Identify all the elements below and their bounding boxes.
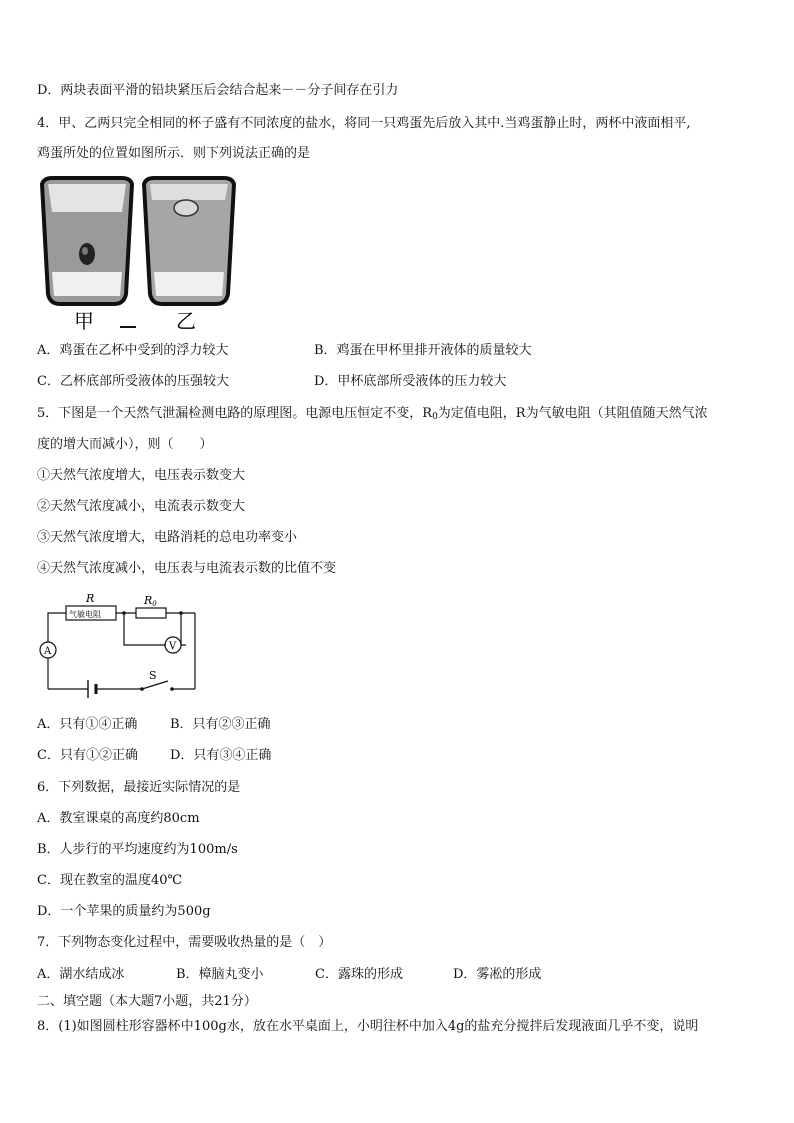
cup-jia bbox=[42, 178, 132, 304]
label-yi: 乙 bbox=[176, 309, 196, 332]
q5-stem-part2: 为定值电阻，R为气敏电阻（其阻值随天然气浓 bbox=[437, 406, 708, 421]
q3-option-d: D．两块表面平滑的铅块紧压后会结合起来－－分子间存在引力 bbox=[37, 83, 399, 98]
circuit-diagram bbox=[36, 590, 206, 700]
q6-option-b: B．人步行的平均速度约为100m/s bbox=[37, 842, 238, 857]
q4-option-a: A．鸡蛋在乙杯中受到的浮力较大 bbox=[37, 343, 229, 358]
q4-option-b: B．鸡蛋在甲杯里排开液体的质量较大 bbox=[314, 343, 532, 358]
q7-stem: 7．下列物态变化过程中，需要吸收热量的是（ ） bbox=[37, 935, 332, 950]
q6-option-d: D．一个苹果的质量约为500g bbox=[37, 904, 211, 919]
q8-stem: 8．(1)如图圆柱形容器杯中100g水，放在水平桌面上，小明往杯中加入4g的盐充分搅拌后发现液面几乎不变，说明 bbox=[37, 1019, 699, 1034]
q5-statement-3: ③天然气浓度增大，电路消耗的总电功率变小 bbox=[37, 530, 298, 545]
q4-stem-line1: 4．甲、乙两只完全相同的杯子盛有不同浓度的盐水，将同一只鸡蛋先后放入其中.当鸡蛋静止时，两杯中液面相平, bbox=[37, 116, 691, 131]
label-a: A bbox=[44, 646, 52, 657]
q6-option-c: C．现在教室的温度40℃ bbox=[37, 873, 183, 888]
label-v: V bbox=[169, 641, 177, 652]
q7-option-c: C．露珠的形成 bbox=[315, 967, 403, 982]
section-2-heading: 二、填空题（本大题7小题，共21分） bbox=[37, 994, 257, 1009]
q5-option-b: B．只有②③正确 bbox=[170, 717, 271, 732]
q7-option-b: B．樟脑丸变小 bbox=[176, 967, 264, 982]
q5-option-d: D．只有③④正确 bbox=[170, 748, 272, 763]
q5-statement-2: ②天然气浓度减小，电流表示数变大 bbox=[37, 499, 246, 514]
egg-jia bbox=[79, 243, 95, 265]
cups-figure bbox=[36, 172, 236, 332]
q5-option-c: C．只有①②正确 bbox=[37, 748, 138, 763]
q6-option-a: A．教室课桌的高度约80cm bbox=[37, 811, 200, 826]
label-r: R bbox=[86, 592, 95, 605]
cup-yi bbox=[144, 178, 234, 304]
q5-stem-line1 bbox=[37, 405, 708, 426]
q5-stem-sub: 0 bbox=[432, 412, 438, 422]
egg-yi bbox=[174, 200, 198, 216]
q4-option-c: C．乙杯底部所受液体的压强较大 bbox=[37, 374, 229, 389]
label-r-text: 气敏电阻 bbox=[69, 610, 101, 619]
label-r0: R0 bbox=[144, 594, 157, 608]
q4-option-d: D．甲杯底部所受液体的压力较大 bbox=[314, 374, 507, 389]
switch-s bbox=[142, 681, 168, 689]
label-jia: 甲 bbox=[74, 309, 94, 332]
q6-stem: 6．下列数据，最接近实际情况的是 bbox=[37, 780, 241, 795]
label-s: S bbox=[149, 669, 157, 682]
q5-statement-4: ④天然气浓度减小，电压表与电流表示数的比值不变 bbox=[37, 561, 337, 576]
resistor-r0 bbox=[136, 608, 166, 618]
q5-stem-line2: 度的增大而减小），则（ ） bbox=[37, 437, 213, 452]
q5-stem-part1: 5．下图是一个天然气泄漏检测电路的原理图。电源电压恒定不变，R bbox=[37, 406, 433, 421]
q5-option-a: A．只有①④正确 bbox=[37, 717, 138, 732]
q5-statement-1: ①天然气浓度增大，电压表示数变大 bbox=[37, 468, 246, 483]
q4-stem-line2: 鸡蛋所处的位置如图所示．则下列说法正确的是 bbox=[37, 146, 311, 161]
q7-option-d: D．雾凇的形成 bbox=[453, 967, 542, 982]
q7-option-a: A．湖水结成冰 bbox=[37, 967, 125, 982]
